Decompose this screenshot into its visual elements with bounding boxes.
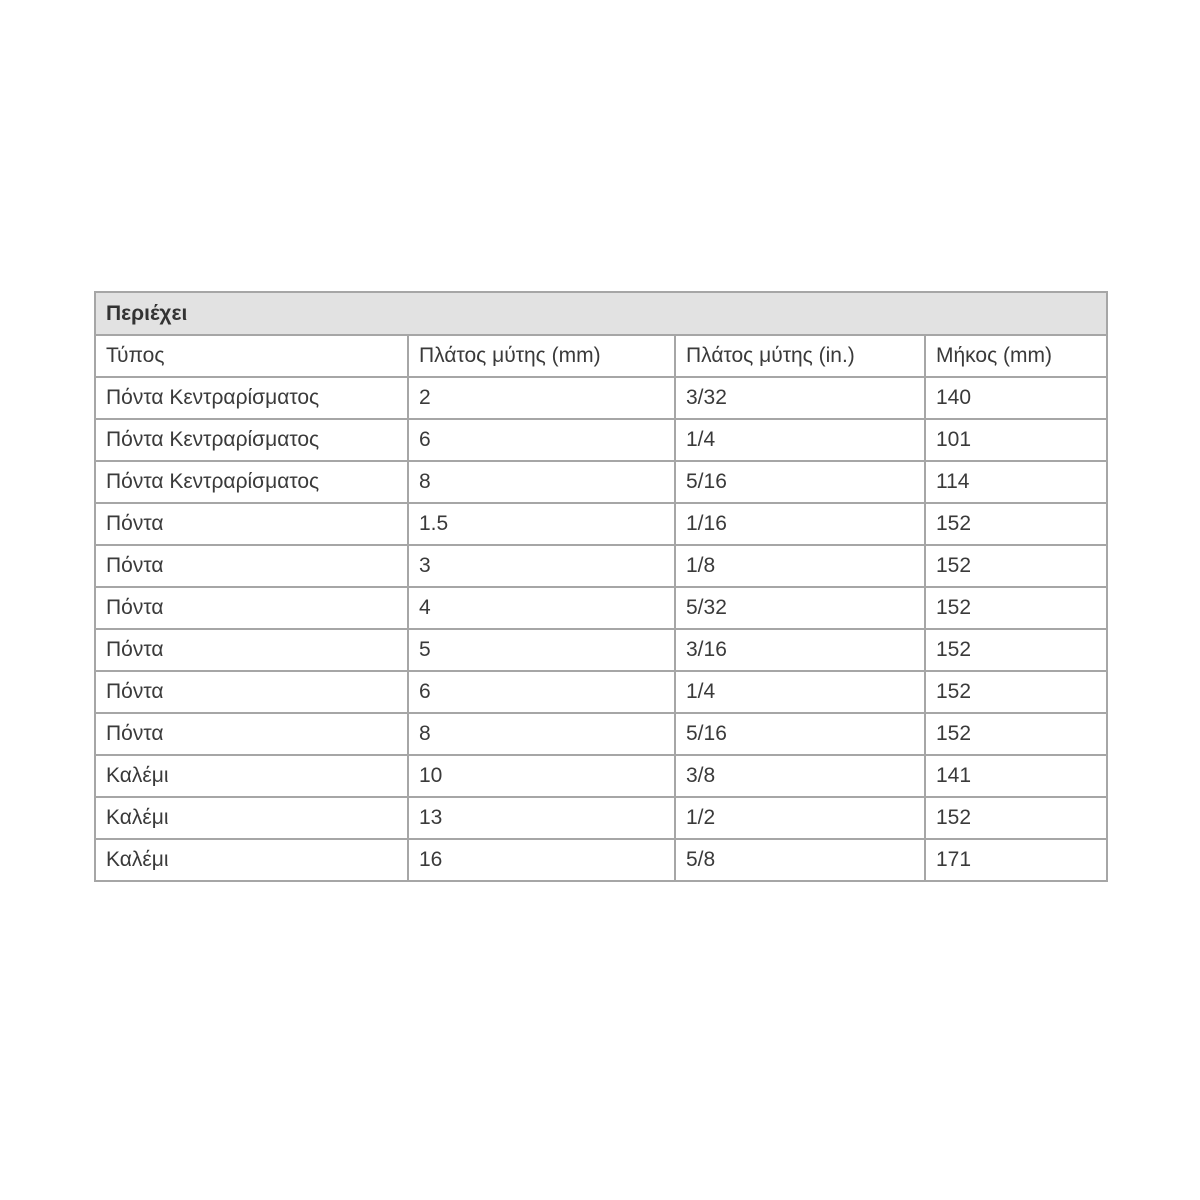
cell-tip-width-mm: 1.5 [408,503,675,545]
cell-type: Πόντα [95,629,408,671]
cell-length-mm: 152 [925,629,1107,671]
cell-tip-width-in: 1/4 [675,419,925,461]
cell-tip-width-mm: 3 [408,545,675,587]
cell-type: Πόντα Κεντραρίσματος [95,461,408,503]
cell-length-mm: 152 [925,713,1107,755]
cell-tip-width-in: 5/16 [675,461,925,503]
cell-tip-width-mm: 13 [408,797,675,839]
cell-tip-width-mm: 16 [408,839,675,881]
cell-tip-width-in: 3/16 [675,629,925,671]
cell-tip-width-in: 5/32 [675,587,925,629]
table-row [95,839,1107,881]
cell-type: Πόντα Κεντραρίσματος [95,419,408,461]
cell-length-mm: 152 [925,797,1107,839]
cell-tip-width-in: 1/2 [675,797,925,839]
table-body [95,377,1107,881]
cell-tip-width-mm: 5 [408,629,675,671]
cell-type: Πόντα [95,503,408,545]
table-row [95,713,1107,755]
cell-type: Καλέμι [95,755,408,797]
table-row [95,629,1107,671]
cell-tip-width-in: 3/32 [675,377,925,419]
table-row [95,797,1107,839]
cell-length-mm: 152 [925,587,1107,629]
cell-type: Πόντα [95,671,408,713]
table-row [95,587,1107,629]
cell-type: Πόντα [95,587,408,629]
cell-length-mm: 114 [925,461,1107,503]
cell-length-mm: 171 [925,839,1107,881]
cell-length-mm: 141 [925,755,1107,797]
cell-tip-width-in: 3/8 [675,755,925,797]
header-row [95,335,1107,377]
cell-tip-width-mm: 8 [408,713,675,755]
cell-length-mm: 152 [925,503,1107,545]
cell-tip-width-in: 1/8 [675,545,925,587]
table-caption: Περιέχει [95,292,1107,335]
header-tip-width-in: Πλάτος μύτης (in.) [675,335,925,377]
header-length-mm: Μήκος (mm) [925,335,1107,377]
cell-type: Πόντα [95,713,408,755]
cell-type: Πόντα Κεντραρίσματος [95,377,408,419]
contents-table [94,291,1108,882]
cell-tip-width-in: 5/8 [675,839,925,881]
cell-length-mm: 101 [925,419,1107,461]
header-type: Τύπος [95,335,408,377]
cell-tip-width-in: 1/4 [675,671,925,713]
cell-length-mm: 152 [925,545,1107,587]
table-row [95,545,1107,587]
cell-length-mm: 152 [925,671,1107,713]
cell-tip-width-in: 1/16 [675,503,925,545]
header-tip-width-mm: Πλάτος μύτης (mm) [408,335,675,377]
cell-type: Καλέμι [95,797,408,839]
cell-tip-width-mm: 2 [408,377,675,419]
cell-tip-width-mm: 6 [408,671,675,713]
cell-tip-width-mm: 10 [408,755,675,797]
table-row [95,461,1107,503]
table-row [95,419,1107,461]
table-row [95,671,1107,713]
cell-tip-width-mm: 6 [408,419,675,461]
caption-row [95,292,1107,335]
table-row [95,503,1107,545]
table-row [95,377,1107,419]
cell-length-mm: 140 [925,377,1107,419]
cell-type: Καλέμι [95,839,408,881]
cell-tip-width-in: 5/16 [675,713,925,755]
table-row [95,755,1107,797]
cell-tip-width-mm: 8 [408,461,675,503]
cell-tip-width-mm: 4 [408,587,675,629]
cell-type: Πόντα [95,545,408,587]
